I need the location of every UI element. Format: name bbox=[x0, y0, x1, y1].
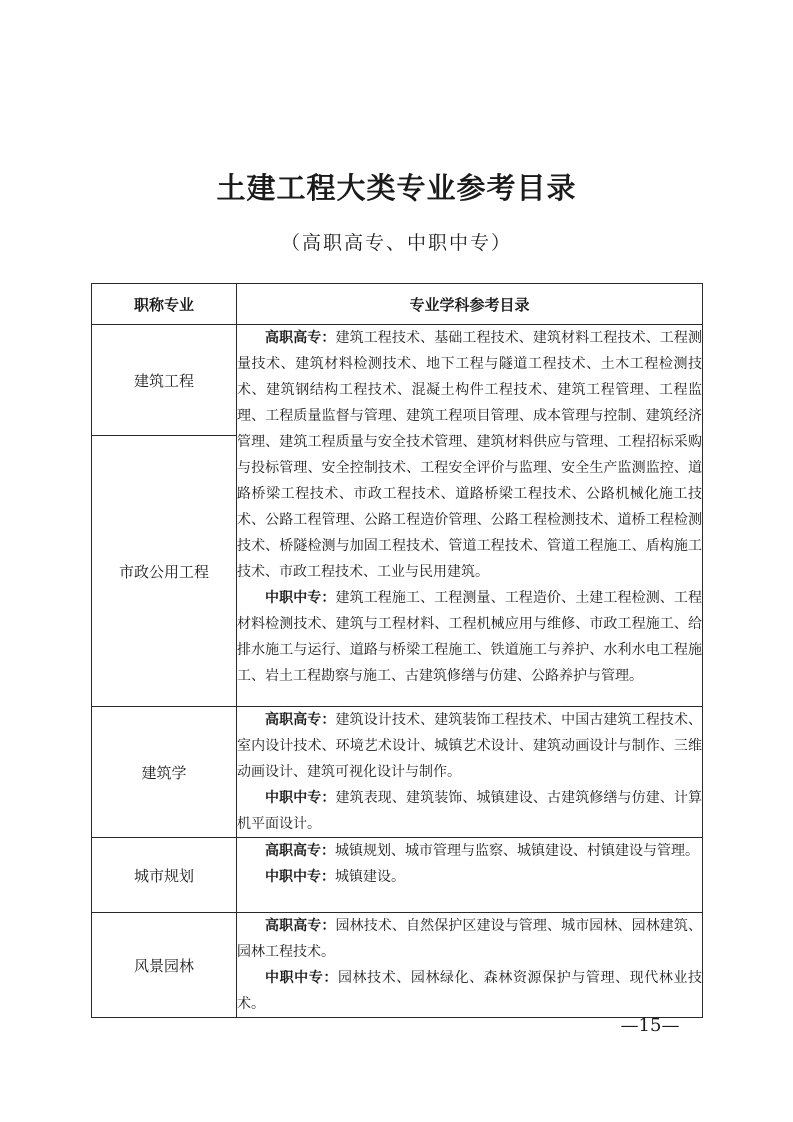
catalog-section bbox=[237, 864, 702, 890]
major-name-urban-planning: 城市规划 bbox=[92, 838, 237, 913]
header-title-major: 职称专业 bbox=[92, 284, 237, 325]
level-label: 中职中专： bbox=[265, 790, 336, 806]
table-row bbox=[92, 325, 703, 436]
catalog-text: 园林技术、自然保护区建设与管理、城市园林、园林建筑、园林工程技术。 bbox=[237, 918, 702, 960]
catalog-section bbox=[237, 913, 702, 965]
major-name-architecture-engineering: 建筑工程 bbox=[92, 325, 237, 436]
major-name-architecture: 建筑学 bbox=[92, 707, 237, 838]
level-label: 高职高专： bbox=[265, 843, 335, 859]
level-label: 中职中专： bbox=[265, 970, 338, 986]
catalog-cell bbox=[237, 838, 703, 913]
level-label: 高职高专： bbox=[265, 712, 336, 728]
catalog-section bbox=[237, 838, 702, 864]
catalog-text: 城镇建设。 bbox=[335, 869, 405, 885]
catalog-text: 建筑工程施工、工程测量、工程造价、土建工程检测、工程材料检测技术、建筑与工程材料、工程机械应用与维修、市政工程施工、给排水施工与运行、道路与桥梁工程施工、铁道施工与养护、水利水电工程施工、岩土工程勘察与施工、古建筑修缮与仿建、公路养护与管理。 bbox=[237, 590, 702, 684]
level-label: 高职高专： bbox=[265, 918, 336, 934]
catalog-cell bbox=[237, 707, 703, 838]
merged-catalog-cell bbox=[237, 325, 703, 707]
catalog-section bbox=[237, 707, 702, 785]
header-reference-catalog: 专业学科参考目录 bbox=[237, 284, 703, 325]
level-label: 中职中专： bbox=[265, 590, 336, 606]
catalog-table bbox=[91, 283, 703, 1018]
page-number: —15— bbox=[620, 1015, 680, 1036]
page-subtitle: （高职高专、中职中专） bbox=[280, 232, 512, 254]
level-label: 中职中专： bbox=[265, 869, 335, 885]
major-name-municipal-engineering: 市政公用工程 bbox=[92, 436, 237, 707]
catalog-text: 园林技术、园林绿化、森林资源保护与管理、现代林业技术。 bbox=[237, 970, 703, 1012]
catalog-section bbox=[237, 325, 702, 585]
catalog-text: 建筑工程技术、基础工程技术、建筑材料工程技术、工程测量技术、建筑材料检测技术、地下工程与隧道工程技术、土木工程检测技术、建筑钢结构工程技术、混凝土构件工程技术、建筑工程管理、工程监理、工程质量监督与管理、建筑工程项目管理、成本管理与控制、建筑经济管理、建筑工程质量与安全技术管理、建筑材料供应与管理、工程招标采购与投标管理、安全控制技术、工程安全评价与监理、安全生产监测监控、道路桥梁工程技术、市政工程技术、道路桥梁工程技术、公路机械化施工技术、公路工程管理、公路工程造价管理、公路工程检测技术、道桥工程检测技术、桥隧检测与加固工程技术、管道工程技术、管道工程施工、盾构施工技术、市政工程技术、工业与民用建筑。 bbox=[237, 330, 702, 580]
catalog-text: 建筑设计技术、建筑装饰工程技术、中国古建筑工程技术、室内设计技术、环境艺术设计、城镇艺术设计、建筑动画设计与制作、三维动画设计、建筑可视化设计与制作。 bbox=[237, 712, 702, 780]
catalog-cell bbox=[237, 913, 703, 1018]
level-label: 高职高专： bbox=[265, 330, 336, 346]
catalog-section bbox=[237, 965, 702, 1017]
table-row bbox=[92, 913, 703, 1018]
catalog-section bbox=[237, 585, 702, 689]
catalog-section bbox=[237, 785, 702, 837]
table-header-row bbox=[92, 284, 703, 325]
table-row bbox=[92, 838, 703, 913]
page-title: 土建工程大类专业参考目录 bbox=[216, 171, 577, 205]
table-row bbox=[92, 707, 703, 838]
catalog-text: 建筑表现、建筑装饰、城镇建设、古建筑修缮与仿建、计算机平面设计。 bbox=[237, 790, 702, 832]
catalog-text: 城镇规划、城市管理与监察、城镇建设、村镇建设与管理。 bbox=[335, 843, 699, 859]
major-name-landscape: 风景园林 bbox=[92, 913, 237, 1018]
